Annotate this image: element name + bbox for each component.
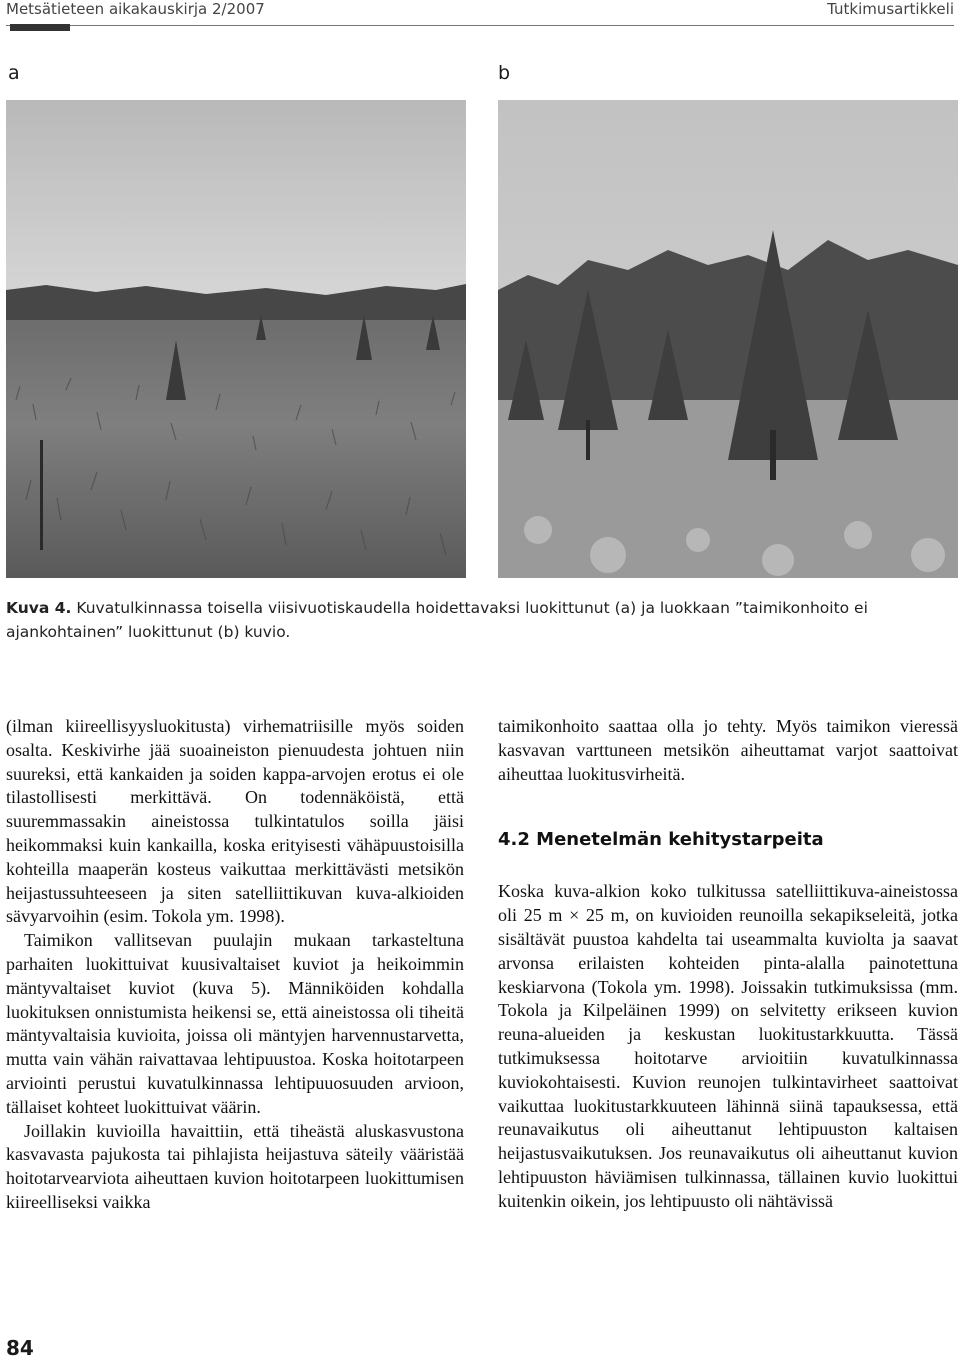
paragraph: (ilman kiireellisyysluokitusta) virhematriisille myös soiden osalta. Keskivirhe jää suoaineiston pienuudesta johtuen niin suureksi, että kankaiden ja soiden kappa-arvojen erotus ei ole tilastollisesti merkittävä. On todennäköistä, että suuremmassakin aineistossa tulkintatulos soilla jäisi heikommaksi kuin kankailla, koska erityisesti vähäpuustoisilla kohteilla maaperän kosteus vaikuttaa merkittävästi metsikön heijastussuhteeseen ja siten satelliittikuvan kuva-alkioiden sävyarvoihin (esim. Tokola ym. 1998). [6, 716, 464, 927]
photo-b-image [498, 100, 958, 578]
figure-caption [6, 596, 956, 644]
running-head [6, 0, 954, 22]
page-number: 84 [6, 1336, 34, 1360]
section-heading: 4.2 Menetelmän kehitystarpeita [498, 829, 824, 851]
article-type: Tutkimusartikkeli [827, 0, 954, 18]
photo-a [6, 100, 466, 578]
paragraph: taimikonhoito saattaa olla jo tehty. Myös taimikon vieressä kasvavan varttuneen metsikön aiheuttamat varjot saattoivat aiheuttaa luokitusvirheitä. [498, 716, 958, 784]
right-column [498, 715, 958, 1214]
paragraph: Taimikon vallitsevan puulajin mukaan tarkasteltuna parhaiten luokittuivat kuusivaltaiset kuviot ja heikoimmin mäntyvaltaiset kuviot (kuva 5). Männiköiden kohdalla luokituksen onnistumista heikensi se, että aineistossa oli tiheitä mäntyvaltaisia kuvioita, joissa oli mäntyjen harvennustarvetta, mutta vain vähän raivattavaa lehtipuustoa. Koska hoitotarpeen arviointi perustui kuvatulkinnassa lehtipuuosuuden arvioon, tällaiset kohteet luokittuivat väärin. [6, 930, 464, 1117]
left-column [6, 715, 464, 1215]
header-rule [6, 25, 954, 26]
photo-b [498, 100, 958, 578]
photo-a-image [6, 100, 466, 578]
journal-title: Metsätieteen aikakauskirja 2/2007 [6, 0, 265, 18]
panel-label-a: a [8, 62, 20, 84]
caption-label: Kuva 4. [6, 599, 72, 617]
header-rule-accent [10, 24, 70, 31]
paragraph: Joillakin kuvioilla havaittiin, että tiheästä aluskasvustona kasvavasta pajukosta tai pihlajista heijastuva säteily vääristää hoitotarvearviota aiheuttaen kuvion hoitotarpeen luokittumisen kiireelliseksi vaikka [6, 1120, 464, 1212]
caption-text: Kuvatulkinnassa toisella viisivuotiskaudella hoidettavaksi luokittunut (a) ja luokkaan ”taimikonhoito ei ajankohtainen” luokittunut (b) kuvio. [6, 599, 868, 641]
panel-label-b: b [498, 62, 511, 84]
paragraph: Koska kuva-alkion koko tulkitussa satelliittikuva-aineistossa oli 25 m × 25 m, on kuvioiden reunoilla sekapikseleitä, jotka sisältävät puustoa kahdelta tai useammalta kuviolta ja saavat arvonsa erilaisten kohteiden pinta-alalla painotettuna keskiarvona (Tokola ym. 1998). Joissakin tutkimuksissa (mm. Tokola ja Kilpeläinen 1999) on selvitetty erikseen kuvion reuna-alueiden ja keskustan luokitustarkkuutta. Tässä tutkimuksessa hoitotarve arvioitiin kuvatulkinnassa kuviokohtaisesti. Kuvion reunojen tulkintavirheet saattoivat vaikuttaa luokitustarkkuuteen lähinnä siinä tapauksessa, että reunavaikutus oli aiheuttanut lehtipuuston kaltaisen heijastusvaikutuksen. Jos reunavaikutus oli aiheuttanut kuvion lehtipuuston häviämisen tulkinnassa, tällainen kuvio luokittui kuitenkin oikein, jos lehtipuusto oli nähtävissä [498, 881, 958, 1211]
